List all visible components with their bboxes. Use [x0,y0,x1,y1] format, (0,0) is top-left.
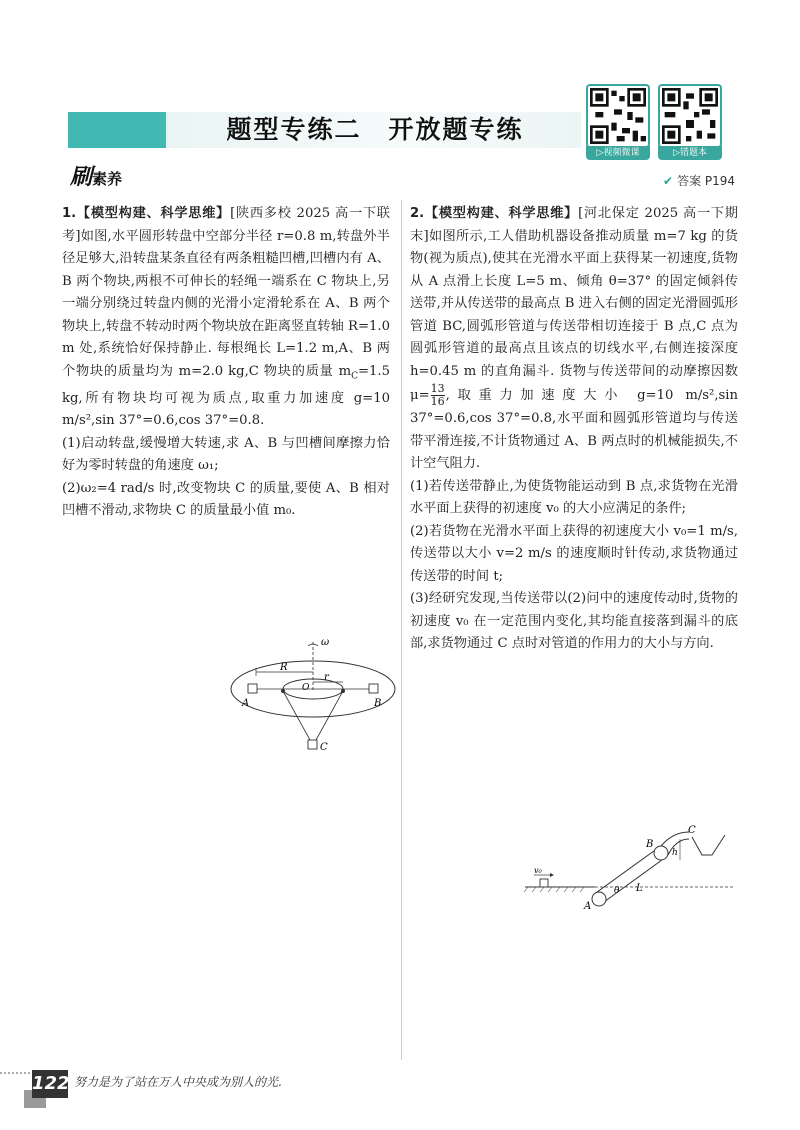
section-glyph: 刷 [70,165,93,190]
q2-part-1: (1)若传送带静止,为使货物能运动到 B 点,求货物在光滑水平面上获得的初速度 v₀ 的大小应满足的条件; [410,478,738,516]
q1-fig-block-A [248,684,257,693]
q2-stem [410,203,738,476]
q2-tag: 【模型构建、科学思维】 [424,206,579,221]
q1-fig-label-A: A [242,698,250,709]
header-accent-block [68,112,166,148]
q2-fig-label-L: L [636,883,643,894]
q2-mu-denominator: 16 [430,395,445,408]
page-number: 122 [32,1070,68,1098]
q1-fig-label-O: O [302,683,310,693]
section-label [70,160,122,191]
q2-fig-label-h: h [672,848,678,858]
q1-fig-label-C: C [320,742,328,753]
q2-stem-a: 如图所示,工人借助机器设备推动质量 m=7 kg 的货物(视为质点),使其在光滑水平面上获得某一初速度,货物从 A 点滑上长度 L=5 m、倾角 θ=37° 的固定倾斜传送带,并从传送带的最高点 B 进入右侧的固定光滑圆弧形管道 BC,圆弧形管道与传送带相切连接于 B 点,C 点为圆弧形管道的最高点且该点的切线水平,右侧连接深度 h=0.45 m 的直角漏斗. 货物与传送带间的动摩擦因数 μ= [410,228,738,403]
q1-number: 1. [62,206,77,221]
q2-fig-label-C: C [688,825,696,836]
page-title: 题型专练二 开放题专练 [226,115,524,144]
q2-fig-label-v0: v₀ [534,866,542,875]
q1-fig-block-B [369,684,378,693]
footer-motto: 努力是为了站在万人中央成为别人的光. [74,1075,282,1089]
q1-tag: 【模型构建、科学思维】 [76,206,231,221]
q2-mu-fraction [431,383,445,408]
q1-stem [62,203,390,433]
q1-stem-text: 如图,水平圆形转盘中空部分半径 r=0.8 m,转盘外半径足够大,沿转盘某条直径有两条粗糙凹槽,凹槽内有 A、B 两个物块,两根不可伸长的轻绳一端系在 C 物块上,另一端分别绕过转盘内侧的光滑小定滑轮系在 A、B 两个物块上,转盘不转动时两个物块放在距离竖直转轴 R=1.0 m 处,系统恰好保持静止. 每根绳长 L=1.2 m,A、B 两个物块的质量均为 m=2.0 kg,C 物块的质量 m [62,228,390,379]
q2-fig-label-A: A [584,901,592,912]
qr-code-video[interactable] [586,84,650,148]
footer-dots [0,1072,30,1076]
q1-source: [陕西多校 2025 高一下联考] [62,206,390,244]
q2-part-3: (3)经研究发现,当传送带以(2)问中的速度传动时,货物的初速度 v₀ 在一定范围内变化,其均能直接落到漏斗的底部,求货物通过 C 点时对管道的作用力的大小与方向. [410,591,738,651]
answer-reference [663,172,735,189]
question-1 [62,203,390,523]
q2-fig-label-theta: θ [614,886,620,896]
qr-code-icon [590,88,646,144]
qr-code-wrongbook[interactable] [658,84,722,148]
check-icon: ✔ [663,174,674,188]
q1-figure-turntable [228,632,398,762]
q1-fig-label-r: r [324,672,329,683]
q2-figure-conveyor [520,825,740,915]
q2-mu-numerator: 13 [430,382,445,395]
qr-caption-wrongbook: ▷错题本 [658,146,722,160]
q1-fig-label-B: B [374,698,382,709]
q1-fig-block-C [308,740,317,749]
q2-fig-label-B: B [646,839,654,850]
q1-part-2: (2)ω₂=4 rad/s 时,改变物块 C 的质量,要使 A、B 相对凹槽不滑动,求物块 C 的质量最小值 m₀. [62,480,390,519]
q1-stem-tail: =1.5 kg,所有物块均可视为质点,取重力加速度 g=10 m/s²,sin 37°=0.6,cos 37°=0.8. [62,363,390,429]
answer-ref-text: 答案 P194 [677,174,736,188]
qr-caption-video: ▷视频微课 [586,146,650,160]
q2-fig-cargo [540,879,548,887]
q2-number: 2. [410,206,425,221]
q1-part-1: (1)启动转盘,缓慢增大转速,求 A、B 与凹槽间摩擦力恰好为零时转盘的角速度 ω₁; [62,435,390,474]
q1-fig-label-omega: ω [321,637,330,648]
column-divider [401,200,402,1060]
q2-stem-b: ,取重力加速度大小 g=10 m/s²,sin 37°=0.6,cos 37°=0.8,水平面和圆弧形管道均与传送带平滑连接,不计货物通过 A、B 两点时的机械能损失,不计空气阻力. [410,388,738,471]
q2-part-2: (2)若货物在光滑水平面上获得的初速度大小 v₀=1 m/s,传送带以大小 v=2 m/s 的速度顺时针传动,求货物通过传送带的时间 t; [410,523,738,584]
q2-source: [河北保定 2025 高一下期末] [410,206,738,244]
question-2 [410,203,738,656]
q1-fig-label-R: R [280,662,288,673]
section-name: 素养 [92,170,123,188]
qr-code-icon [662,88,718,144]
q1-stem-subscript: C [351,371,358,382]
